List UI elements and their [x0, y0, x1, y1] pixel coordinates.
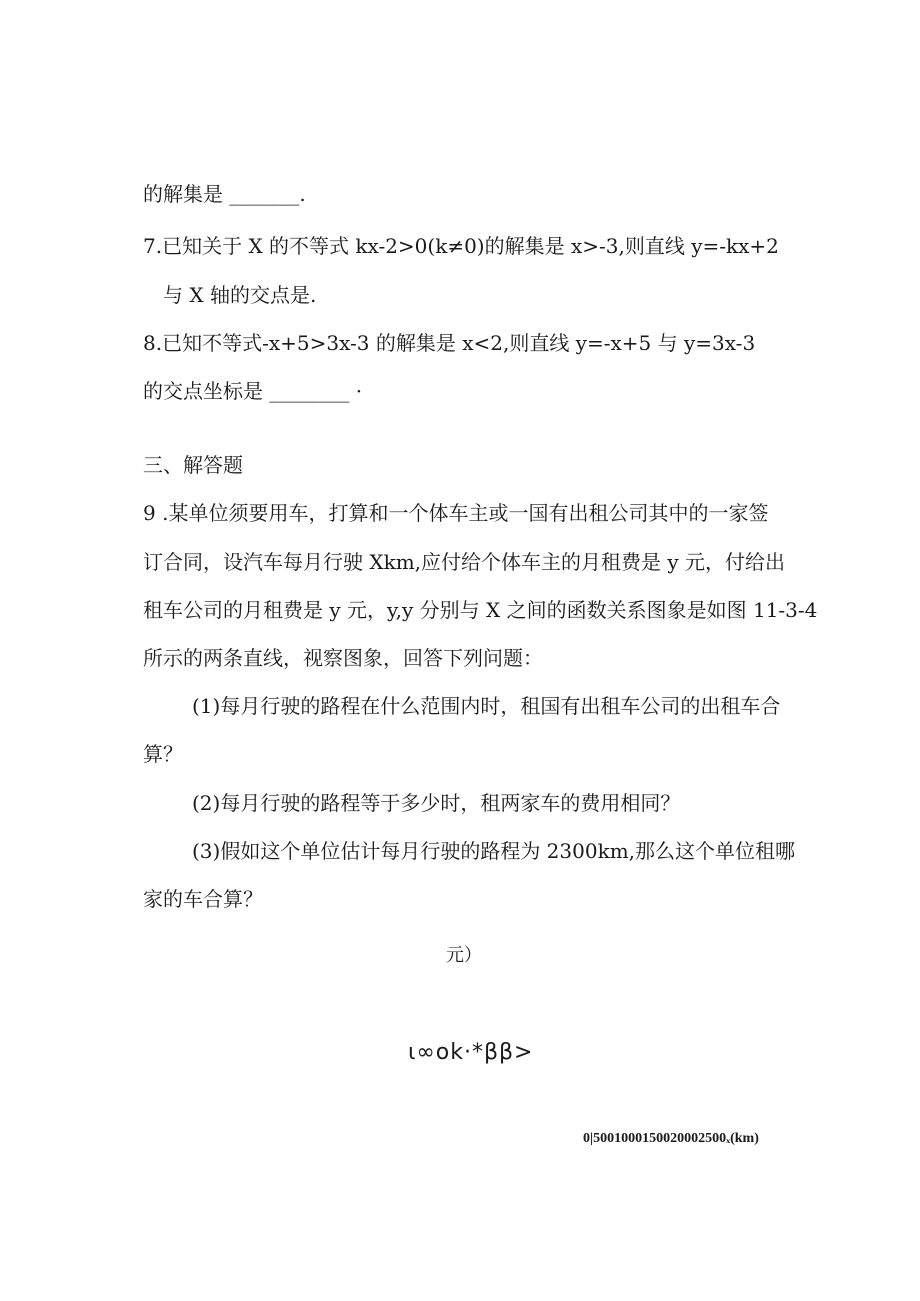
- problem-9-line-4: 所示的两条直线，视察图象，回答下列问题：: [143, 646, 543, 670]
- sub-question-1-line-1: (1)每月行驶的路程在什么范围内时，租国有出租车公司的出租车合: [192, 694, 781, 718]
- sub-question-3-line-2: 家的车合算？: [143, 887, 263, 911]
- question-8-line-2: 的交点坐标是 ________ ·: [143, 379, 363, 403]
- sub-question-1-line-2: 算？: [143, 742, 183, 766]
- figure-garbled-text: ι∞ok·*ββ>: [408, 1040, 534, 1065]
- sub-question-3-line-1: (3)假如这个单位估计每月行驶的路程为 2300km,那么这个单位租哪: [192, 839, 796, 863]
- problem-9-line-3: 租车公司的月租费是 y 元，y,y 分别与 X 之间的函数关系图象是如图 11-3-4: [143, 598, 818, 622]
- figure-y-axis-label: 元）: [446, 945, 482, 966]
- text-line-1: 的解集是 _______.: [143, 182, 306, 206]
- problem-9-line-2: 订合同，设汽车每月行驶 Xkm,应付给个体车主的月租费是 y 元，付给出: [143, 550, 786, 574]
- sub-question-2: (2)每月行驶的路程等于多少时，租两家车的费用相同？: [192, 791, 681, 815]
- question-7-line-1: 7.已知关于 X 的不等式 kx-2>0(k≠0)的解集是 x>-3,则直线 y=-kx+2: [143, 234, 779, 258]
- figure-x-axis-labels: 0|5001000150020002500ₓ(km): [583, 1131, 759, 1146]
- question-8-line-1: 8.已知不等式-x+5>3x-3 的解集是 x<2,则直线 y=-x+5 与 y=3x-3: [143, 331, 756, 355]
- question-7-line-2: 与 X 轴的交点是.: [163, 283, 317, 307]
- section-heading: 三、解答题: [143, 453, 243, 477]
- problem-9-line-1: 9 .某单位须要用车，打算和一个体车主或一国有出租公司其中的一家签: [143, 501, 769, 525]
